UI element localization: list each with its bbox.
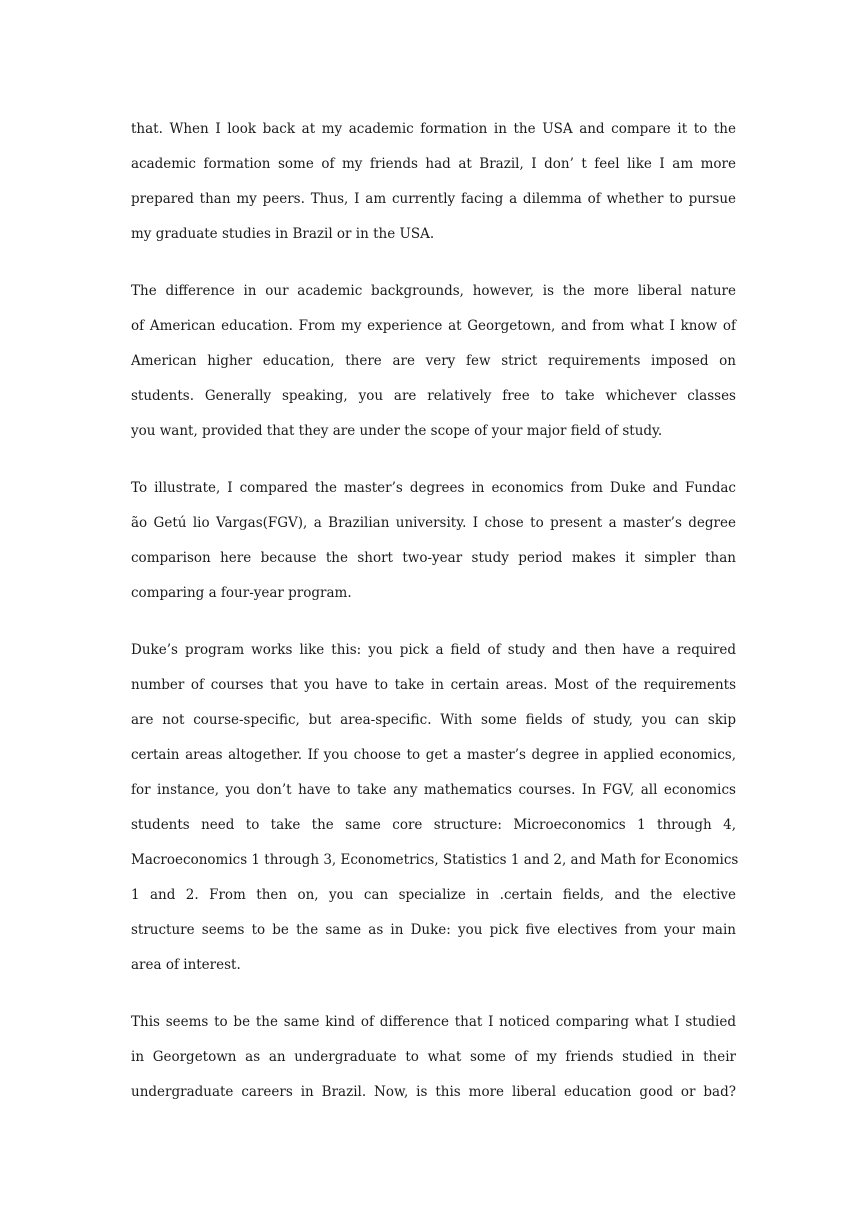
paragraph-2 [131,274,736,449]
text-line: in Georgetown as an undergraduate to what some of my friends studied in their [131,1049,736,1065]
text-line: comparison here because the short two-year study period makes it simpler than [131,550,736,566]
text-line: certain areas altogether. If you choose to get a master’s degree in applied economics, [131,747,736,763]
text-line: that. When I look back at my academic formation in the USA and compare it to the [131,121,736,137]
text-line: number of courses that you have to take in certain areas. Most of the requirements [131,677,736,693]
text-line: students. Generally speaking, you are relatively free to take whichever classes [131,388,736,404]
text-line: 1 and 2. From then on, you can specialize in .certain fields, and the elective [131,887,736,903]
text-line: Duke’s program works like this: you pick a field of study and then have a required [131,642,736,658]
text-line: my graduate studies in Brazil or in the USA. [131,226,435,242]
text-line: area of interest. [131,957,241,973]
paragraph-1 [131,112,736,252]
text-line: To illustrate, I compared the master’s degrees in economics from Duke and Fundac [131,480,736,496]
text-line: This seems to be the same kind of difference that I noticed comparing what I studied [131,1014,736,1030]
paragraph-5 [131,1005,736,1110]
text-line: ão Getú lio Vargas(FGV), a Brazilian university. I chose to present a master’s degree [131,515,736,531]
text-line: academic formation some of my friends had at Brazil, I don’ t feel like I am more [131,156,736,172]
text-line: The difference in our academic backgrounds, however, is the more liberal nature [131,283,736,299]
text-line: for instance, you don’t have to take any mathematics courses. In FGV, all economics [131,782,736,798]
text-line: Macroeconomics 1 through 3, Econometrics, Statistics 1 and 2, and Math for Economics [131,852,739,868]
body-text [131,112,739,1132]
text-line: are not course-specific, but area-specific. With some fields of study, you can skip [131,712,736,728]
text-line: you want, provided that they are under the scope of your major field of study. [131,423,663,439]
text-line: prepared than my peers. Thus, I am currently facing a dilemma of whether to pursue [131,191,736,207]
text-line: American higher education, there are very few strict requirements imposed on [131,353,736,369]
text-line: structure seems to be the same as in Duke: you pick five electives from your main [131,922,736,938]
text-line: students need to take the same core structure: Microeconomics 1 through 4, [131,817,736,833]
paragraph-3 [131,471,736,611]
paragraph-4 [131,633,739,983]
text-line: of American education. From my experience at Georgetown, and from what I know of [131,318,736,334]
text-line: comparing a four-year program. [131,585,352,601]
text-line: undergraduate careers in Brazil. Now, is this more liberal education good or bad? [131,1084,736,1100]
